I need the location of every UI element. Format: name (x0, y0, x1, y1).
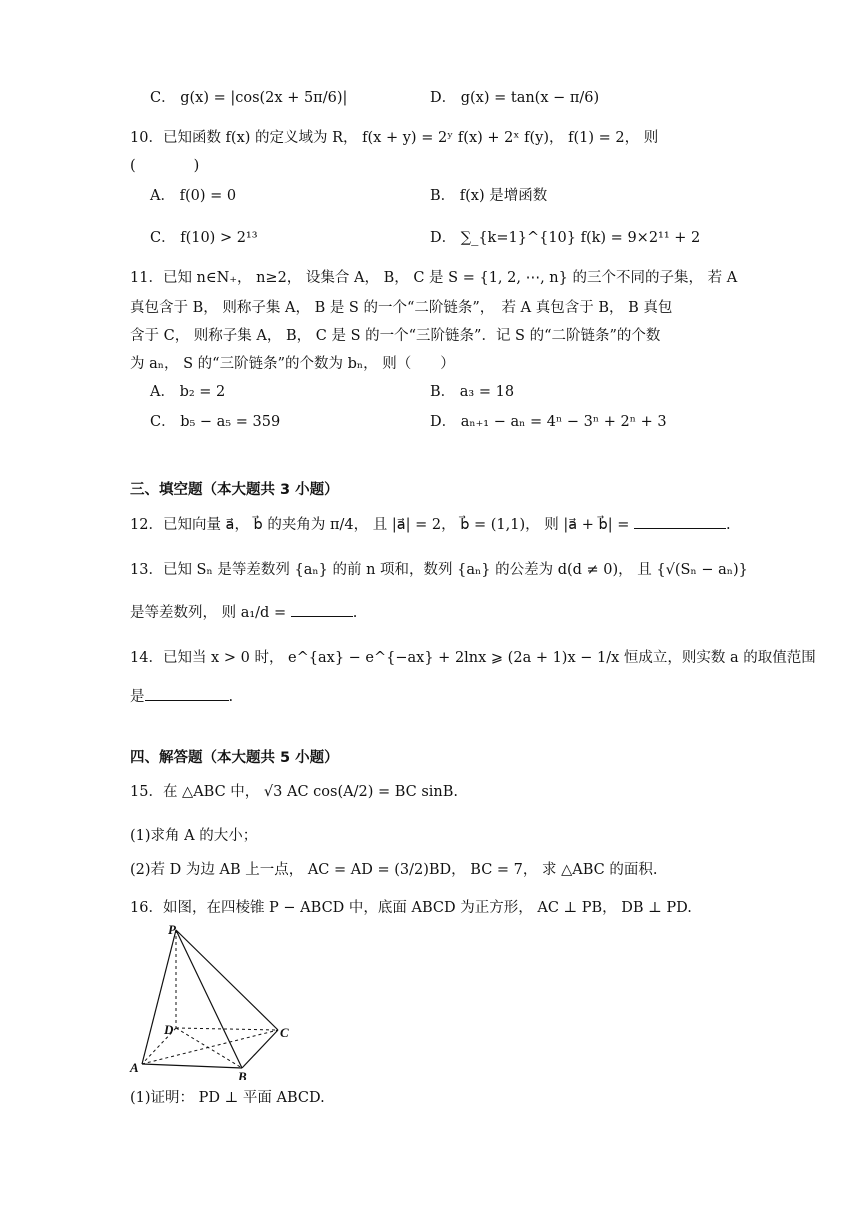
q10-option-c: C． f(10) > 2¹³ (150, 230, 258, 246)
q11-option-d: D． aₙ₊₁ − aₙ = 4ⁿ − 3ⁿ + 2ⁿ + 3 (430, 414, 667, 430)
q10-option-b: B． f(x) 是增函数 (430, 188, 548, 204)
q14-answer-blank (145, 686, 229, 701)
q11-line-1: 11．已知 n∈N₊， n≥2， 设集合 A， B， C 是 S = {1, 2, ⋯, n} 的三个不同的子集， 若 A (130, 270, 738, 286)
q15-part-1: (1)求角 A 的大小； (130, 828, 258, 844)
edge-bc (242, 1030, 278, 1068)
q13-end: . (352, 605, 358, 621)
q15-stem: 15．在 △ABC 中， √3 AC cos(A/2) = BC sinB. (130, 784, 459, 800)
q10-paren: ( ) (130, 158, 200, 174)
q12 (130, 514, 731, 535)
q13-line-2-text: 是等差数列， 则 a₁/d = (130, 605, 287, 621)
q13-line-2 (130, 602, 357, 623)
q9-option-c (150, 88, 347, 108)
edge-ab (142, 1064, 242, 1068)
q9-option-d (430, 88, 599, 108)
label-p: P (168, 922, 176, 937)
q11-option-a: A． b₂ = 2 (150, 384, 226, 400)
q12-end: . (725, 517, 731, 533)
q10-option-a: A． f(0) = 0 (150, 188, 237, 204)
edge-pc (176, 930, 278, 1030)
q11-line-3: 含于 C， 则称子集 A， B， C 是 S 的一个“三阶链条”．记 S 的“二阶链条”的个数 (130, 328, 661, 344)
edge-pb (176, 930, 242, 1068)
edge-dc (176, 1028, 278, 1030)
label-b: B (238, 1069, 247, 1080)
q11-option-c: C． b₅ − a₅ = 359 (150, 414, 281, 430)
q16-part-1: (1)证明： PD ⊥ 平面 ABCD. (130, 1090, 325, 1106)
q11-option-b: B． a₃ = 18 (430, 384, 515, 400)
q14-line-2 (130, 686, 233, 707)
pyramid-figure (128, 920, 308, 1080)
label-c: C (280, 1025, 289, 1040)
q11-line-4: 为 aₙ， S 的“三阶链条”的个数为 bₙ， 则（ ） (130, 356, 455, 372)
q10-stem: 10．已知函数 f(x) 的定义域为 R， f(x + y) = 2ʸ f(x) + 2ˣ f(y)， f(1) = 2， 则 (130, 130, 659, 146)
edge-pa (142, 930, 176, 1064)
q10-option-d: D． ∑_{k=1}^{10} f(k) = 9×2¹¹ + 2 (430, 230, 701, 246)
label-a: A (130, 1060, 139, 1075)
q16-stem: 16．如图，在四棱锥 P − ABCD 中，底面 ABCD 为正方形， AC ⊥ PB， DB ⊥ PD. (130, 900, 692, 916)
q9-option-d-text: D． g(x) = tan(x − π/6) (430, 90, 600, 106)
q9-option-c-text: C． g(x) = |cos(2x + 5π/6)| (150, 90, 348, 106)
q12-answer-blank (634, 514, 726, 529)
q11-line-2: 真包含于 B， 则称子集 A， B 是 S 的一个“二阶链条”， 若 A 真包含于 B， B 真包 (130, 300, 673, 316)
q15-part-2: (2)若 D 为边 AB 上一点， AC = AD = (3/2)BD， BC = 7， 求 △ABC 的面积. (130, 862, 658, 878)
section-3-heading: 三、填空题（本大题共 3 小题） (130, 482, 339, 498)
q14-line-2-text: 是 (130, 689, 145, 705)
section-4-heading: 四、解答题（本大题共 5 小题） (130, 750, 339, 766)
label-d: D (164, 1022, 174, 1037)
q13-answer-blank (291, 602, 353, 617)
q14-end: . (228, 689, 234, 705)
q14-line-1: 14．已知当 x > 0 时， e^{ax} − e^{−ax} + 2lnx ⩾ (2a + 1)x − 1/x 恒成立，则实数 a 的取值范围 (130, 650, 816, 666)
q12-text: 12．已知向量 a⃗， b⃗ 的夹角为 π/4， 且 |a⃗| = 2， b⃗ = (1,1)， 则 |a⃗ + b⃗| = (130, 517, 630, 533)
q13-line-1: 13．已知 Sₙ 是等差数列 {aₙ} 的前 n 项和，数列 {aₙ} 的公差为 d(d ≠ 0)， 且 {√(Sₙ − aₙ)} (130, 562, 748, 578)
diagonal-ac (142, 1030, 278, 1064)
